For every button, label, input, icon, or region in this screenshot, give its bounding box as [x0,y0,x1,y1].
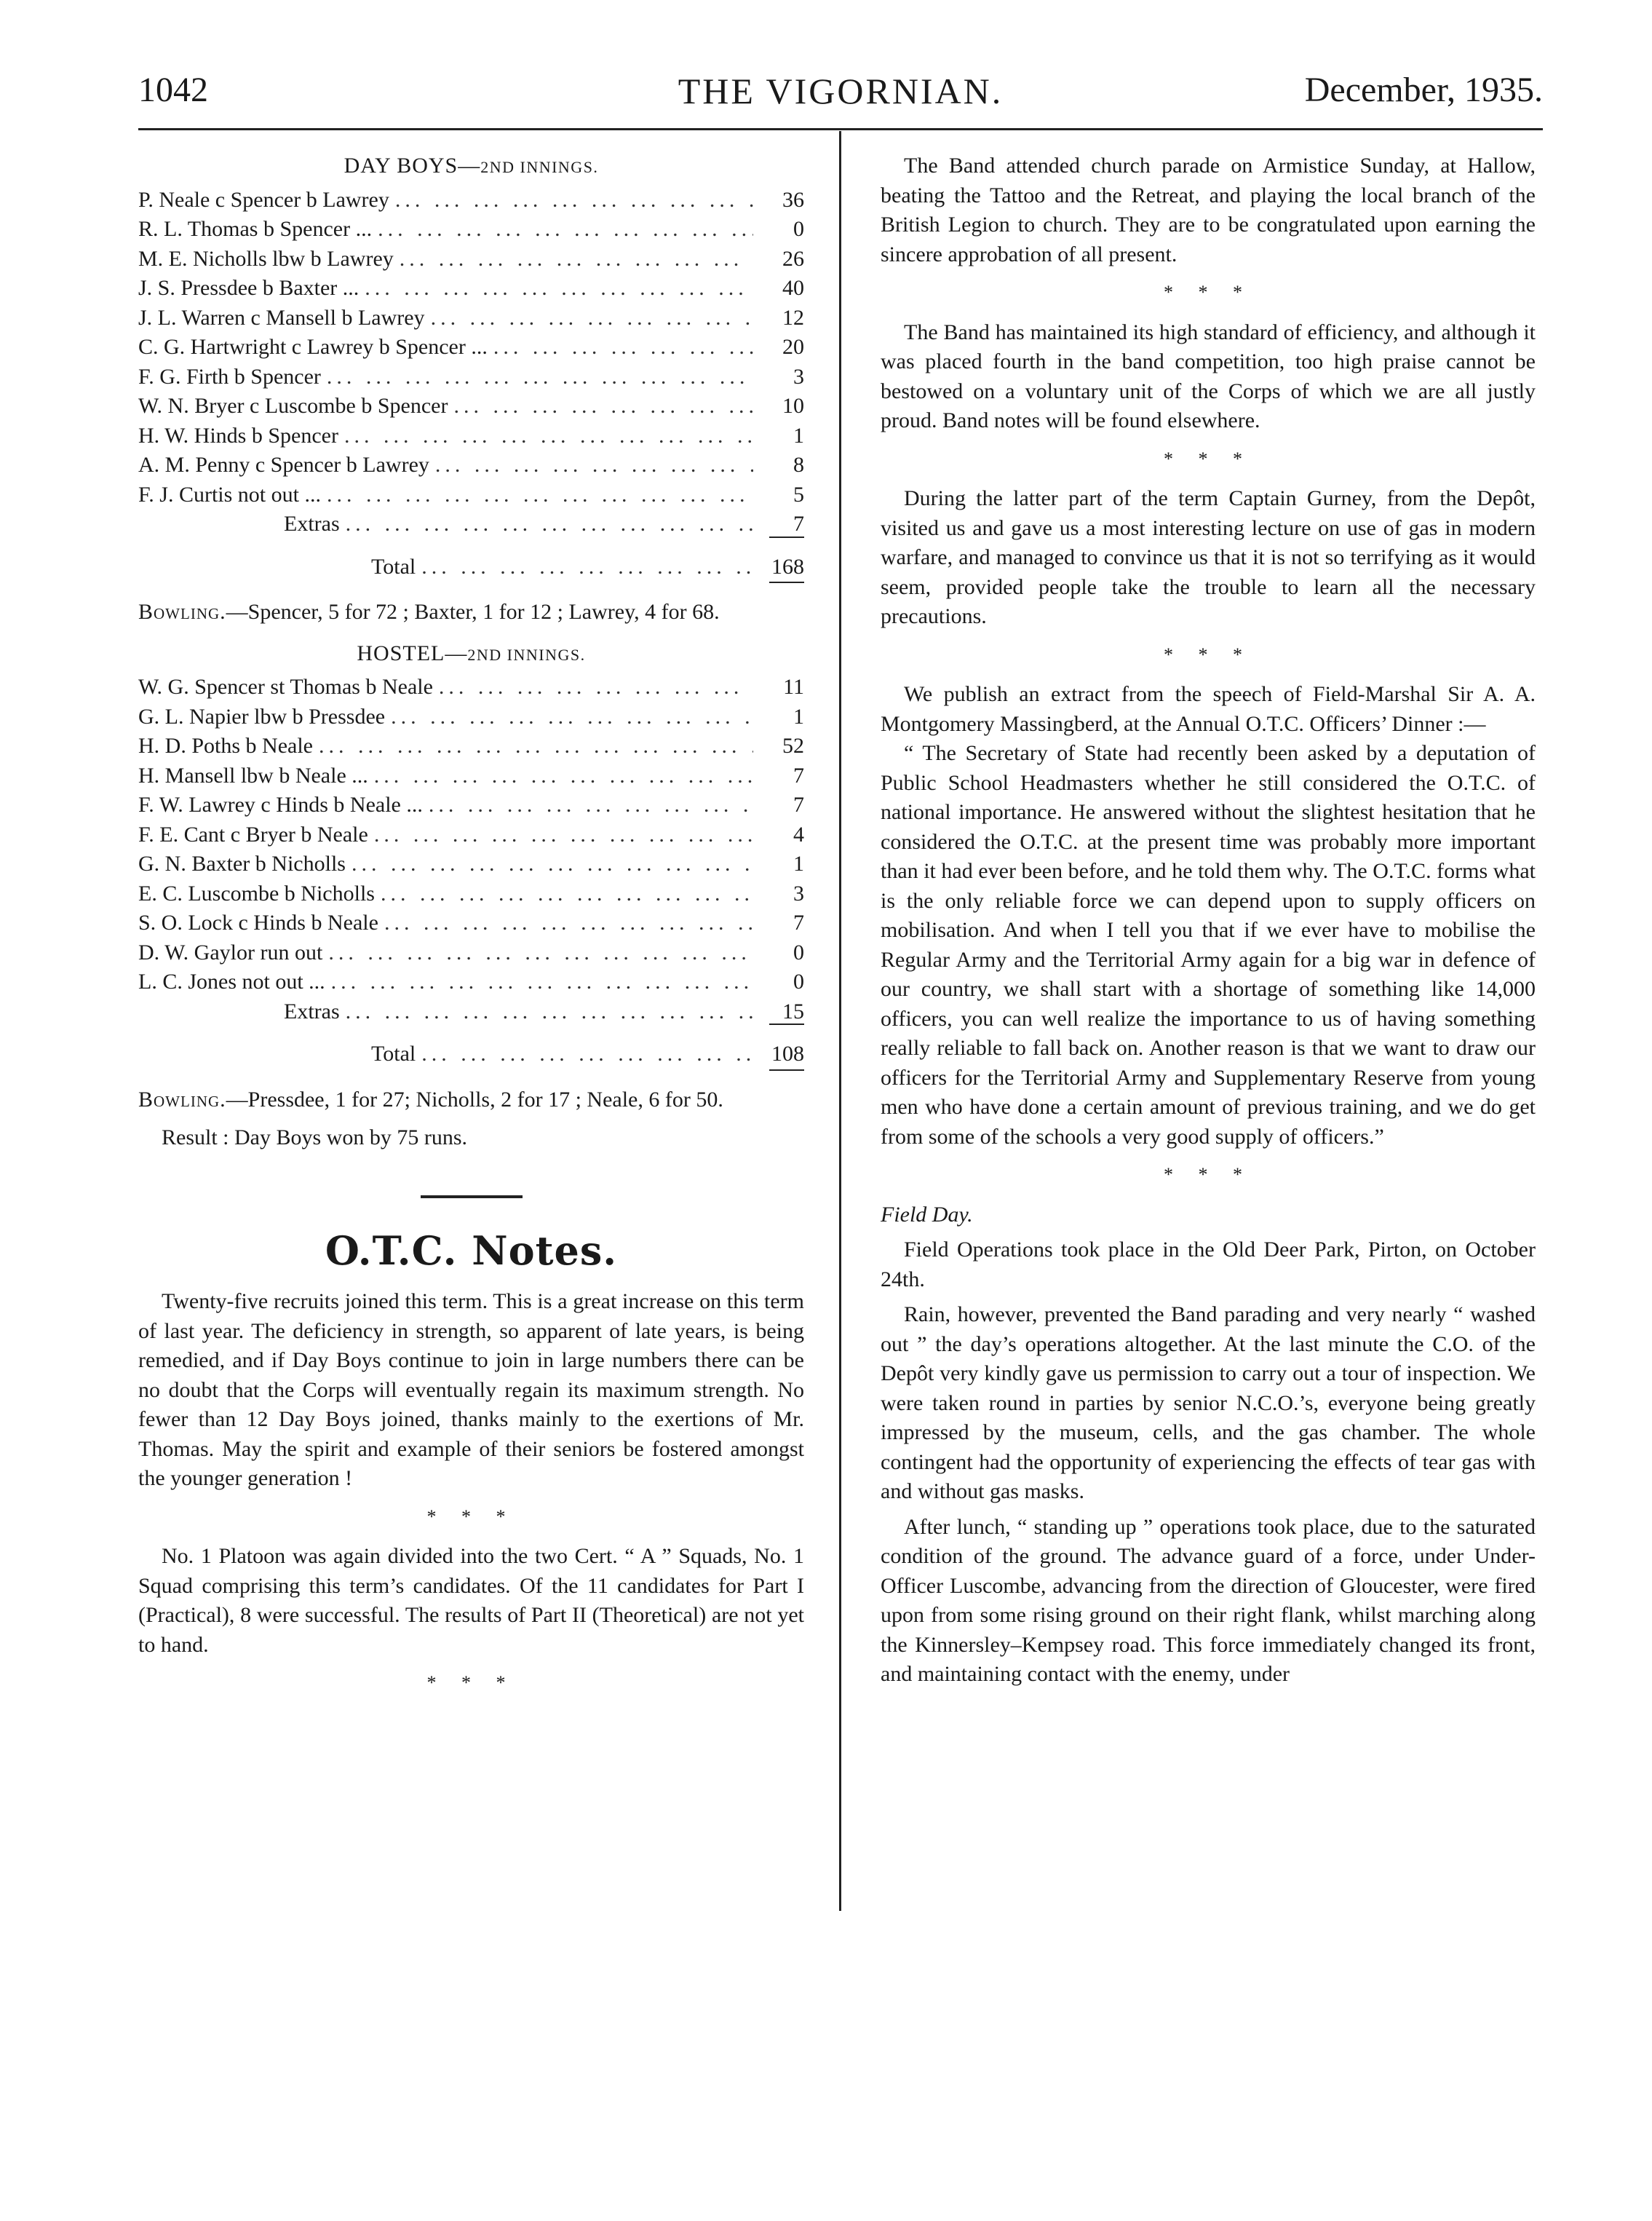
batsman: P. Neale c Spencer b Lawrey [138,187,389,212]
score-row [138,938,804,968]
score-row [138,451,804,480]
section-rule [421,1195,523,1198]
leader-dots [344,421,753,451]
runs: 11 [783,675,804,699]
runs: 12 [782,305,804,330]
runs: 40 [782,276,804,300]
runs: 7 [793,763,804,788]
leader-dots [493,333,753,363]
day-boys-heading [138,151,804,183]
batsman: H. D. Poths b Neale [138,734,313,758]
runs: 0 [793,940,804,965]
column-divider [839,131,841,1911]
runs: 10 [782,394,804,418]
extras-label: Extras [284,512,340,536]
page-number: 1042 [138,71,208,109]
runs: 8 [793,453,804,477]
score-row [138,215,804,245]
leader-dots [319,732,753,761]
hostel-bowling [138,1085,804,1115]
score-row [138,363,804,392]
batsman: D. W. Gaylor run out [138,940,323,965]
leader-dots [352,850,753,879]
batsman: F. E. Cant c Bryer b Neale [138,822,368,847]
running-head [138,70,1543,122]
score-row [138,245,804,274]
total-runs: 108 [771,1042,804,1066]
leader-dots [346,997,753,1027]
score-row [138,702,804,732]
score-row [138,186,804,215]
runs: 7 [793,911,804,935]
batsman: C. G. Hartwright c Lawrey b Spencer ... [138,335,488,359]
field-day-paragraph: Rain, however, prevented the Band parading and very nearly “ washed out ” the day’s operations altogether. At the last minute the C.O. of the Depôt very kindly gave us permission to carry out a tour of inspection. We were taken round in parties by senior N.C.O.’s, everyone being greatly impressed by the museum, cells, and the gas chamber. The whole contingent had the opportunity of experiencing the effects of tear gas with and without gas masks. [881,1302,1536,1503]
score-row [138,274,804,304]
batsman: F. J. Curtis not out ... [138,482,321,507]
sum-rule [769,1069,804,1071]
score-row [138,333,804,363]
leader-dots [328,938,753,968]
right-column [881,151,1536,1690]
leader-dots [421,553,753,582]
runs: 0 [793,970,804,994]
batsman: A. M. Penny c Spencer b Lawrey [138,453,429,477]
batsman: S. O. Lock c Hinds b Neale [138,911,378,935]
runs: 52 [782,734,804,758]
batsman: L. C. Jones not out ... [138,970,325,994]
leader-dots [431,304,753,333]
total-row [138,1040,804,1069]
extras-row [138,997,804,1027]
day-boys-scorecard [138,186,804,584]
score-row [138,673,804,702]
otc-paragraph: No. 1 Platoon was again divided into the two Cert. “ A ” Squads, No. 1 Squad comprising this term’s candidates. Of the 11 candidates for Part I (Practical), 8 were successful. The results of Part II (Theoretical) are not yet to hand. [138,1544,804,1657]
batsman: H. W. Hinds b Spencer [138,423,338,448]
leader-dots [429,791,753,820]
extras-row [138,510,804,539]
leader-dots [374,761,753,791]
score-row [138,421,804,451]
bowling-figures: —Pressdee, 1 for 27; Nicholls, 2 for 17 ; Neale, 6 for 50. [226,1087,723,1112]
runs: 3 [793,364,804,389]
runs: 36 [782,187,804,212]
extras-runs: 15 [782,999,804,1024]
runs: 26 [782,246,804,271]
score-row [138,761,804,791]
leader-dots [365,274,753,304]
batsman: G. L. Napier lbw b Pressdee [138,704,386,729]
score-row [138,908,804,938]
batsman: J. L. Warren c Mansell b Lawrey [138,305,425,330]
hostel-heading-main: HOSTEL— [357,641,468,665]
total-row [138,553,804,582]
leader-dots [391,702,753,732]
batsman: E. C. Luscombe b Nicholls [138,881,375,906]
batsman: F. W. Lawrey c Hinds b Neale ... [138,793,423,817]
batsman: M. E. Nicholls lbw b Lawrey [138,246,394,271]
extras-label: Extras [284,999,340,1024]
leader-dots [374,820,753,850]
leader-dots [453,392,753,421]
field-day-paragraph: After lunch, “ standing up ” operations took place, due to the saturated condition of the ground. The advance guard of a force, under Under-Officer Luscombe, advancing from the direction of Gloucester, were fired upon from some rising ground on their right flank, whilst marching along the Kinnersley–Kempsey road. This force immediately changed its front, and maintaining contact with the enemy, under [881,1514,1536,1686]
leader-dots [400,245,753,274]
leader-dots [327,363,753,392]
bowling-figures: —Spencer, 5 for 72 ; Baxter, 1 for 12 ; Lawrey, 4 for 68. [226,600,720,624]
left-column [138,151,804,1709]
band-paragraph: The Band has maintained its high standard of efficiency, and although it was placed fourth in the band competition, too high praise cannot be bestowed on a voluntary unit of the Corps of which we are all justly proud. Band notes will be found elsewhere. [881,320,1536,432]
extract-intro: We publish an extract from the speech of Field-Marshal Sir A. A. Montgomery Massingberd, at the Annual O.T.C. Officers’ Dinner :— [881,682,1536,736]
otc-title: O.T.C. Notes. [325,1227,618,1274]
leader-dots [395,186,753,215]
separator: * * * [426,1505,516,1527]
runs: 20 [782,335,804,359]
extras-runs: 7 [793,512,804,536]
hostel-heading [138,639,804,670]
leader-dots [378,215,753,245]
batsman: H. Mansell lbw b Neale ... [138,763,368,788]
runs: 7 [793,793,804,817]
leader-dots [384,908,753,938]
leader-dots [421,1040,753,1069]
leader-dots [435,451,753,480]
bowling-label: Bowling. [138,1087,226,1112]
separator: * * * [1164,644,1252,665]
batsman: G. N. Baxter b Nicholls [138,852,346,876]
score-row [138,480,804,510]
total-label: Total [371,554,416,579]
runs: 3 [793,881,804,906]
header-rule [138,128,1543,130]
runs: 5 [793,482,804,507]
speech-quote: “ The Secretary of State had recently been asked by a deputation of Public School Headmasters whether he still considered the O.T.C. of national importance. He answered without the slightest hesitation that he considered the O.T.C. at the present time was probably more important than it had ever been before, and he told them why. The O.T.C. forms what is the only reliable force we can depend upon to supply officers on mobilisation. And when I tell you that if we ever have to mobilise the Regular Army and the Territorial Army again for a big war in defence of our country, we shall start with a shortage of something like 14,000 officers, you can well realize the importance to us of having something really reliable to fall back on. Another reason is that we want to draw our officers for the Territorial Army and Supplementary Reserve from young men who have done a certain amount of previous training, and we do get from some of the schools a very good supply of officers.” [881,741,1536,1149]
leader-dots [439,673,753,702]
hostel-scorecard [138,673,804,1071]
runs: 1 [793,704,804,729]
runs: 4 [793,822,804,847]
score-row [138,304,804,333]
batsman: W. N. Bryer c Luscombe b Spencer [138,394,448,418]
score-row [138,732,804,761]
leader-dots [381,879,753,909]
leader-dots [331,967,753,997]
separator: * * * [426,1672,516,1693]
separator: * * * [1164,448,1252,470]
otc-paragraph: Twenty-five recruits joined this term. This is a great increase on this term of last year. The deficiency in strength, so apparent of late years, is being remedied, and if Day Boys continue to join in large numbers there can be no doubt that the Corps will eventually regain its maximum strength. No fewer than 12 Day Boys joined, thanks mainly to the exertions of Mr. Thomas. May the spirit and example of their seniors be fostered amongst the younger generation ! [138,1289,804,1490]
leader-dots [327,480,753,510]
match-result: Result : Day Boys won by 75 runs. [162,1125,467,1149]
gas-lecture-paragraph: During the latter part of the term Captain Gurney, from the Depôt, visited us and gave us a most interesting lecture on use of gas in modern warfare, and managed to convince us that it is not so terrifying as it would seem, provided people take the trouble to learn all the necessary precautions. [881,486,1536,628]
batsman: R. L. Thomas b Spencer ... [138,217,373,241]
runs: 1 [793,423,804,448]
bowling-label: Bowling. [138,600,226,624]
score-row [138,791,804,820]
score-row [138,392,804,421]
batsman: W. G. Spencer st Thomas b Neale [138,675,433,699]
sum-rule [769,582,804,583]
separator: * * * [1164,1164,1252,1185]
score-row [138,850,804,879]
batsman: F. G. Firth b Spencer [138,364,321,389]
issue-date: December, 1935. [1304,71,1543,109]
day-boys-bowling [138,598,804,627]
score-row [138,879,804,909]
runs: 1 [793,852,804,876]
leader-dots [346,510,753,539]
day-boys-heading-sc: 2ND INNINGS. [480,158,599,176]
batsman: J. S. Pressdee b Baxter ... [138,276,360,300]
field-day-heading: Field Day. [881,1202,973,1227]
score-row [138,820,804,850]
score-row [138,967,804,997]
runs: 0 [793,217,804,241]
publication-title: THE VIGORNIAN. [678,71,1004,111]
band-paragraph: The Band attended church parade on Armistice Sunday, at Hallow, beating the Tattoo and the Retreat, and playing the local branch of the British Legion to church. They are to be congratulated upon earning the sincere approbation of all present. [881,154,1536,266]
total-runs: 168 [771,554,804,579]
otc-section-heading [138,1195,804,1274]
separator: * * * [1164,282,1252,303]
hostel-heading-sc: 2ND INNINGS. [467,645,586,664]
total-label: Total [371,1042,416,1066]
day-boys-heading-main: DAY BOYS— [343,154,481,178]
field-day-paragraph: Field Operations took place in the Old Deer Park, Pirton, on October 24th. [881,1238,1536,1291]
